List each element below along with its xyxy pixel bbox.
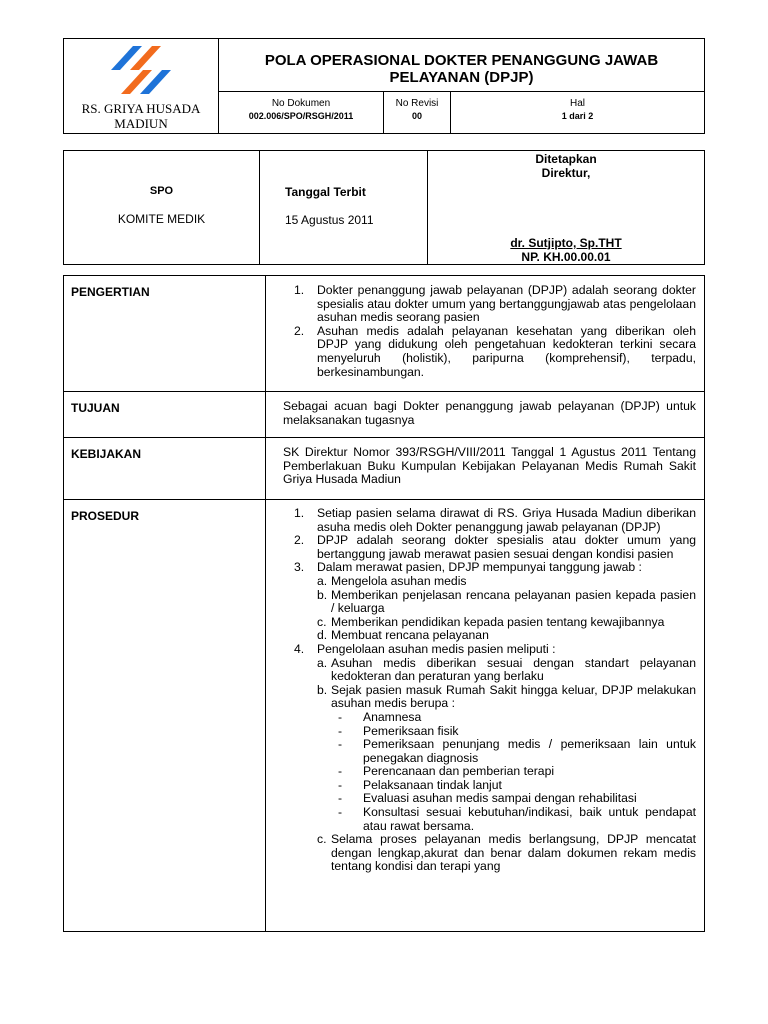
document-title: POLA OPERASIONAL DOKTER PENANGGUNG JAWAB PELAYANAN (DPJP) <box>219 39 705 92</box>
approval-label: Ditetapkan <box>535 152 597 166</box>
approval-cell <box>428 151 705 265</box>
section-tujuan <box>64 392 705 438</box>
dash-item: - Perencanaan dan pemberian terapi <box>338 764 555 779</box>
unit-name: KOMITE MEDIK <box>117 212 206 226</box>
doc-number-cell <box>219 92 384 134</box>
revision-label: No Revisi <box>395 98 439 110</box>
issue-date-label: Tanggal Terbit <box>285 185 366 199</box>
hospital-name: RS. GRIYA HUSADA MADIUN <box>81 101 201 131</box>
issue-date: 15 Agustus 2011 <box>285 213 374 227</box>
section-body-pengertian <box>266 276 705 392</box>
page-cell <box>451 92 705 134</box>
list-item: 1. Dokter penanggung jawab pelayanan (DPJP) adalah seorang dokter spesialis atau dokter umum yang bertanggungjawab atas pengelolaan asuhan medis seorang pasien <box>294 283 696 325</box>
list-item: 2. Asuhan medis adalah pelayanan kesehatan yang diberikan oleh DPJP yang didukung oleh pengetahuan kedokteran terkini secara menyeluruh (holistik), paripurna (komprehensif), terpadu, berkesinambungan. <box>294 323 696 379</box>
logo-cell <box>64 39 219 134</box>
dash-item: - Konsultasi sesuai kebutuhan/indikasi, baik untuk pendapat atau rawat bersama. <box>338 805 696 833</box>
sub-item: a. Asuhan medis diberikan sesuai dengan standart pelayanan kedokteran dan peraturan yang berlaku <box>317 655 696 684</box>
section-prosedur <box>64 500 705 932</box>
spo-block <box>63 150 705 265</box>
list-item: 3. Dalam merawat pasien, DPJP mempunyai tanggung jawab : a. Mengelola asuhan medis b. Memberikan penjelasan rencana pelayanan pasien kepada pasien / keluarga c. Memberikan pendidikan kepada pasien tentang kewajibannya d. Membuat rencana pelayanan <box>283 561 696 643</box>
section-label-prosedur: PROSEDUR <box>64 500 266 932</box>
content-table <box>63 275 705 932</box>
procedure-list <box>283 507 696 874</box>
signer-id: NP. KH.00.00.01 <box>521 250 611 264</box>
section-body-kebijakan: SK Direktur Nomor 393/RSGH/VIII/2011 Tanggal 1 Agustus 2011 Tentang Pemberlakuan Buku Kumpulan Kebijakan Pelayanan Medis Rumah Sakit Griya Husada Madiun <box>266 438 705 500</box>
section-label-tujuan: TUJUAN <box>64 392 266 438</box>
dash-item: - Pemeriksaan fisik <box>338 723 459 738</box>
list-item: 1. Setiap pasien selama dirawat di RS. Griya Husada Madiun diberikan asuha medis oleh Dokter penanggung jawab pelayanan (DPJP) <box>294 506 696 534</box>
revision-number: 00 <box>411 111 422 122</box>
sub-item: d. Membuat rencana pelayanan <box>317 628 489 643</box>
dash-item: - Pemeriksaan penunjang medis / pemeriksaan lain untuk penegakan diagnosis <box>338 737 696 765</box>
section-body-prosedur <box>266 500 705 932</box>
spo-label: SPO <box>149 185 174 197</box>
section-label-kebijakan: KEBIJAKAN <box>64 438 266 500</box>
section-kebijakan <box>64 438 705 500</box>
issue-date-cell <box>260 151 428 265</box>
doc-number: 002.006/SPO/RSGH/2011 <box>248 111 354 122</box>
section-label-pengertian: PENGERTIAN <box>64 276 266 392</box>
sub-item: a. Mengelola asuhan medis <box>317 573 467 588</box>
sub-item: b. Sejak pasien masuk Rumah Sakit hingga keluar, DPJP melakukan asuhan medis berupa : <box>317 682 696 711</box>
approver-role: Direktur, <box>541 166 591 180</box>
page-label: Hal <box>569 98 585 110</box>
hospital-logo <box>111 46 171 94</box>
doc-number-label: No Dokumen <box>271 98 331 110</box>
definition-list <box>283 284 696 379</box>
section-body-tujuan: Sebagai acuan bagi Dokter penanggung jawab pelayanan (DPJP) untuk melaksanakan tugasnya <box>266 392 705 438</box>
list-item: 2. DPJP adalah seorang dokter spesialis atau dokter umum yang bertanggung jawab merawat pasien sesuai dengan kondisi pasien <box>294 533 696 561</box>
document-header <box>63 38 705 134</box>
section-pengertian <box>64 276 705 392</box>
spo-cell <box>64 151 260 265</box>
sub-item: b. Memberikan penjelasan rencana pelayanan pasien kepada pasien / keluarga <box>317 587 696 616</box>
dash-item: - Evaluasi asuhan medis sampai dengan rehabilitasi <box>338 791 637 806</box>
list-item: 4. Pengelolaan asuhan medis pasien meliputi : a. Asuhan medis diberikan sesuai dengan standart pelayanan kedokteran dan peraturan yang berlaku b. Sejak pasien masuk Rumah Sakit hingga keluar, DPJP melakukan asuhan medis berupa : - Anamnesa - Pemeriksaan fisik - Pemeriksaan penunjang medis / pemeriksaan lain untuk penegakan diagnosis - Perencanaan dan pemberian terapi - Pelaksanaan tindak lanjut - Evaluasi asuhan medis sampai dengan rehabilitasi - Konsultasi sesuai kebutuhan/indikasi, baik untuk pendapat atau rawat bersama. c. Selama proses pelayanan medis berlangsung, DPJP mencatat dengan lengkap,akurat dan benar dalam dokumen rekam medis tentang kondisi dan terapi yang <box>283 643 696 874</box>
revision-cell <box>384 92 451 134</box>
dash-item: - Anamnesa <box>338 709 422 724</box>
dash-item: - Pelaksanaan tindak lanjut <box>338 777 502 792</box>
signer-name: dr. Sutjipto, Sp.THT <box>510 236 622 250</box>
sub-item: c. Memberikan pendidikan kepada pasien tentang kewajibannya <box>317 614 665 629</box>
page-number: 1 dari 2 <box>561 111 594 122</box>
sub-item: c. Selama proses pelayanan medis berlangsung, DPJP mencatat dengan lengkap,akurat dan benar dalam dokumen rekam medis tentang kondisi dan terapi yang <box>317 832 696 874</box>
